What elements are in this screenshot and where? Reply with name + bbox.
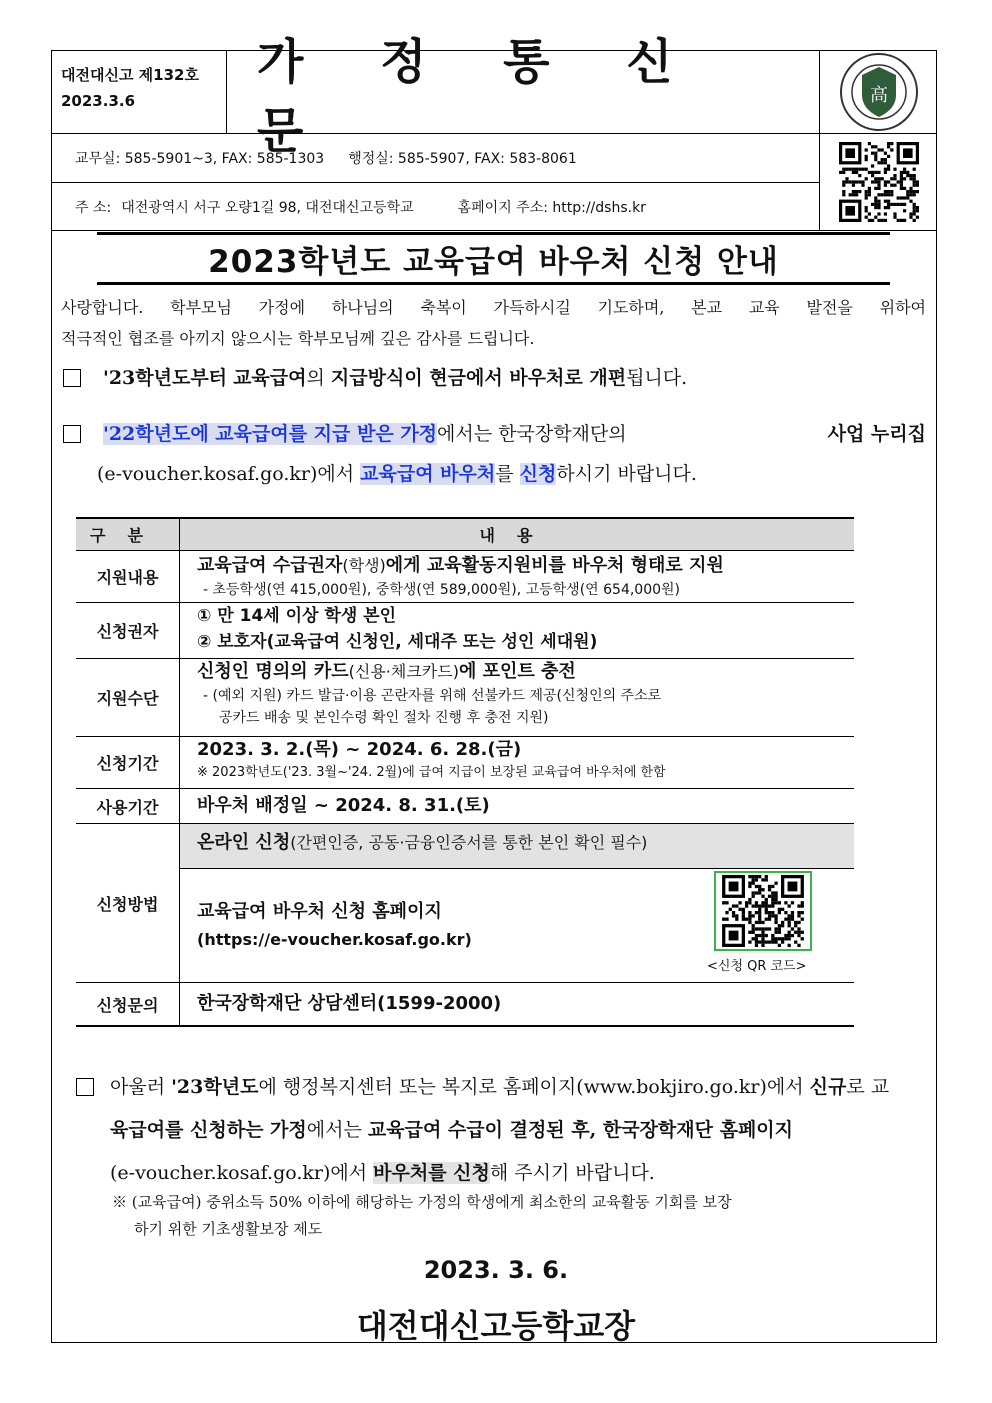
office-contact: 교무실: 585-5901~3, FAX: 585-1303 <box>75 151 325 167</box>
table-row-method: 신청방법 온라인 신청(간편인증, 공동·금융인증서를 통한 본인 확인 필수) 교육급여 바우처 신청 홈페이지 (https://e-voucher.kosaf.go.kr) <신청 QR 코드> <box>76 824 854 983</box>
homepage-text[interactable]: 홈페이지 주소: http://dshs.kr <box>457 199 646 216</box>
address-row <box>51 183 819 231</box>
contact-phone-row <box>51 134 819 183</box>
issue-number: 대전대신고 제132호 <box>61 66 199 84</box>
checkbox-icon <box>63 369 81 387</box>
qr-code-icon <box>839 142 919 222</box>
checkbox-icon <box>76 1078 94 1096</box>
issue-box <box>51 50 227 134</box>
logo-char: 高 <box>869 84 888 106</box>
principal-signature: 대전대신고등학교장 <box>356 1307 636 1345</box>
intro-line-2: 적극적인 협조를 아끼지 않으시는 학부모님께 깊은 감사를 드립니다. <box>61 329 535 348</box>
qr-code-icon <box>722 875 804 947</box>
header-category: 구분 <box>76 519 180 550</box>
table-row-usage: 사용기간 바우처 배정일 ~ 2024. 8. 31.(토) <box>76 789 854 824</box>
checkbox-icon <box>63 425 81 443</box>
table-row-support: 지원내용 교육급여 수급권자(학생)에게 교육활동지원비를 바우처 형태로 지원 - 초등학생(연 415,000원), 중학생(연 589,000원), 고등학생(연 654,000원) <box>76 551 854 603</box>
homepage-qr <box>819 134 937 231</box>
voucher-site-link[interactable]: (https://e-voucher.kosaf.go.kr) <box>197 930 472 949</box>
notice-voucher-change: '23학년도부터 교육급여의 지급방식이 현금에서 바우처로 개편됩니다. <box>63 363 687 393</box>
table-row-period: 신청기간 2023. 3. 2.(목) ~ 2024. 6. 28.(금) ※ 2023학년도('23. 3월~'24. 2월)에 급여 지급이 보장된 교육급여 바우처에 한함 <box>76 737 854 789</box>
table-header <box>76 519 854 551</box>
school-emblem-icon <box>838 51 920 133</box>
apply-qr[interactable] <box>714 871 812 951</box>
voucher-info-table <box>76 517 854 1027</box>
notice-new-applicants: 아울러 '23학년도에 행정복지센터 또는 복지로 홈페이지(www.bokjiro.go.kr)에서 신규로 교 육급여를 신청하는 가정에서는 교육급여 수급이 결정된 후, 한국장학재단 홈페이지 (e-voucher.kosaf.go.kr)에서 바우처를 신청해 주시기 바랍니다. <box>76 1066 926 1195</box>
intro-line-1: 사랑합니다. 학부모님 가정에 하나님의 축복이 가득하시길 기도하며, 본교 교육 발전을 위하여 <box>61 298 926 317</box>
issue-date-footer: 2023. 3. 6. <box>423 1256 569 1284</box>
issue-date: 2023.3.6 <box>61 92 136 110</box>
table-row-applicant: 신청권자 ① 만 14세 이상 학생 본인 ② 보호자(교육급여 신청인, 세대주 또는 성인 세대원) <box>76 603 854 659</box>
address-label: 주 소: <box>75 199 112 216</box>
school-logo <box>819 50 937 134</box>
document-title: 2023학년도 교육급여 바우처 신청 안내 <box>97 232 890 285</box>
notice-apply-voucher: '22학년도에 교육급여를 지급 받은 가정에서는 한국장학재단의 사업 누리집 (e-voucher.kosaf.go.kr)에서 교육급여 바우처를 신청하시기 바랍니다. <box>63 414 926 494</box>
table-row-means: 지원수단 신청인 명의의 카드(신용·체크카드)에 포인트 충전 - (예외 지원) 카드 발급·이용 곤란자를 위해 선불카드 제공(신청인의 주소로 공카드 배송 및 본인수령 확인 절차 진행 후 충전 지원) <box>76 659 854 737</box>
table-row-inquiry: 신청문의 한국장학재단 상담센터(1599-2000) <box>76 983 854 1025</box>
qr-caption: <신청 QR 코드> <box>707 959 807 974</box>
admin-contact: 행정실: 585-5907, FAX: 583-8061 <box>348 151 577 167</box>
header-content: 내용 <box>479 526 555 545</box>
address-text: 대전광역시 서구 오량1길 98, 대전대신고등학교 <box>121 199 414 216</box>
footnote: ※ (교육급여) 중위소득 50% 이하에 해당하는 가정의 학생에게 최소한의 교육활동 기회를 보장 하기 위한 기초생활보장 제도 <box>112 1193 732 1238</box>
newsletter-title: 가 정 통 신 문 <box>227 50 819 134</box>
